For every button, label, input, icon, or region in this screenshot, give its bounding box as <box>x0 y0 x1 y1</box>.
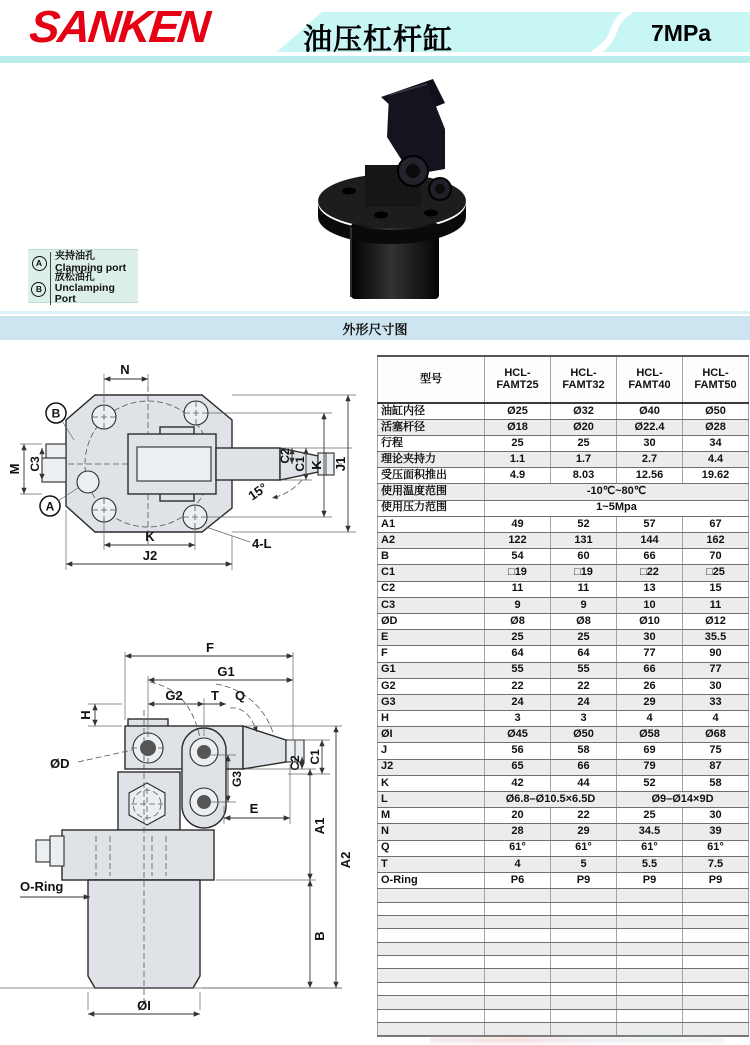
row-label: 活塞杆径 <box>378 419 485 435</box>
row-value: 13 <box>617 581 683 597</box>
row-value: Ø28 <box>683 419 749 435</box>
dim-t: T <box>211 688 219 703</box>
port-a-callout: A <box>45 499 55 514</box>
dim-a1: A1 <box>312 817 327 835</box>
dim-b: B <box>312 931 327 941</box>
dim-g2: G2 <box>165 688 183 703</box>
row-label: ØD <box>378 613 485 629</box>
row-value: 1.1 <box>485 452 551 468</box>
row-value: 66 <box>617 549 683 565</box>
row-label: N <box>378 824 485 840</box>
empty-row <box>378 969 749 982</box>
row-label: 受压面积推出 <box>378 468 485 484</box>
row-value: 35.5 <box>683 630 749 646</box>
pressure-rating: 7MPa <box>651 20 712 46</box>
unclamping-port-row <box>28 271 138 306</box>
row-value: P9 <box>551 872 617 888</box>
row-value: 58 <box>551 743 617 759</box>
row-value: 65 <box>485 759 551 775</box>
row-value: 22 <box>551 678 617 694</box>
header-stripe <box>0 56 750 63</box>
row-label: A2 <box>378 533 485 549</box>
section-title-bar <box>0 316 750 340</box>
row-value: Ø45 <box>485 727 551 743</box>
row-label: J <box>378 743 485 759</box>
section-title: 外形尺寸图 <box>342 321 408 337</box>
empty-row <box>378 902 749 915</box>
row-value: 25 <box>551 630 617 646</box>
empty-row <box>378 996 749 1009</box>
dim-c3: C3 <box>28 456 42 472</box>
empty-row <box>378 956 749 969</box>
table-row <box>378 856 749 872</box>
row-value: 3 <box>485 711 551 727</box>
row-value: 25 <box>485 435 551 451</box>
empty-row <box>378 942 749 955</box>
row-value: 29 <box>551 824 617 840</box>
table-row <box>378 792 749 808</box>
empty-row <box>378 915 749 928</box>
port-b-label-cn: 放松油孔 <box>54 271 95 283</box>
section-divider <box>0 311 750 314</box>
row-label: 理论夹持力 <box>378 452 485 468</box>
row-value: 25 <box>485 630 551 646</box>
row-value: Ø18 <box>485 419 551 435</box>
model-col-2: HCL- FAMT32 <box>551 356 617 403</box>
dim-c1: C1 <box>308 749 322 765</box>
row-value: 57 <box>617 516 683 532</box>
row-value: 39 <box>683 824 749 840</box>
row-value: 60 <box>551 549 617 565</box>
row-value: 162 <box>683 533 749 549</box>
row-label: G1 <box>378 662 485 678</box>
row-value: Ø12 <box>683 613 749 629</box>
row-value: Ø8 <box>551 613 617 629</box>
row-label: O-Ring <box>378 872 485 888</box>
dim-j1: J1 <box>333 456 348 472</box>
row-label: 使用温度范围 <box>378 484 485 500</box>
row-value: 30 <box>683 808 749 824</box>
row-value: 61° <box>485 840 551 856</box>
row-label: A1 <box>378 516 485 532</box>
dim-k-right: K <box>309 460 324 470</box>
row-value: 11 <box>551 581 617 597</box>
row-value: 5 <box>551 856 617 872</box>
row-value: 66 <box>617 662 683 678</box>
dim-m: M <box>7 463 22 475</box>
dim-oring: O-Ring <box>20 879 64 894</box>
model-col-3: HCL- FAMT40 <box>617 356 683 403</box>
row-value: 55 <box>485 662 551 678</box>
row-value: Ø8 <box>485 613 551 629</box>
row-label: C3 <box>378 597 485 613</box>
row-value: 25 <box>551 435 617 451</box>
brand-logo: SANKEN <box>27 1 211 52</box>
row-value: 8.03 <box>551 468 617 484</box>
row-value-span2: Ø6.8–Ø10.5×6.5D <box>485 792 617 808</box>
port-b-icon: B <box>31 282 46 297</box>
row-label: B <box>378 549 485 565</box>
row-value: 52 <box>551 516 617 532</box>
row-value: Ø68 <box>683 727 749 743</box>
header-curve-divider <box>585 12 637 52</box>
row-value: Ø40 <box>617 403 683 419</box>
row-label: K <box>378 775 485 791</box>
row-value: 4.9 <box>485 468 551 484</box>
page-title: 油压杠杆缸 <box>303 24 454 56</box>
dim-k-bottom: K <box>145 529 155 544</box>
dim-j2: J2 <box>142 548 158 563</box>
row-value: 30 <box>617 435 683 451</box>
port-b-label-en: Unclamping Port <box>54 282 115 306</box>
row-value: 54 <box>485 549 551 565</box>
row-value: 5.5 <box>617 856 683 872</box>
table-row <box>378 775 749 791</box>
table-row <box>378 419 749 435</box>
dim-a2: A2 <box>338 851 353 869</box>
row-value: 64 <box>485 646 551 662</box>
row-value: 19.62 <box>683 468 749 484</box>
row-value: 22 <box>551 808 617 824</box>
dim-g1: G1 <box>217 664 235 679</box>
row-label: M <box>378 808 485 824</box>
table-row <box>378 662 749 678</box>
row-value: 49 <box>485 516 551 532</box>
row-value: 131 <box>551 533 617 549</box>
table-row <box>378 516 749 532</box>
row-label: T <box>378 856 485 872</box>
row-value: 52 <box>617 775 683 791</box>
dim-g3: G3 <box>230 770 244 788</box>
dim-c2-right: C2 <box>278 448 292 464</box>
empty-row <box>378 929 749 942</box>
table-row <box>378 484 749 500</box>
model-col-4: HCL- FAMT50 <box>683 356 749 403</box>
dim-f: F <box>206 640 214 655</box>
port-legend <box>28 249 138 306</box>
row-value: 4.4 <box>683 452 749 468</box>
row-value: 10 <box>617 597 683 613</box>
row-value: 4 <box>617 711 683 727</box>
table-row <box>378 711 749 727</box>
row-value: 122 <box>485 533 551 549</box>
dim-e: E <box>249 801 259 816</box>
row-value: Ø50 <box>551 727 617 743</box>
row-value: 77 <box>617 646 683 662</box>
row-value: 7.5 <box>683 856 749 872</box>
row-label: C2 <box>378 581 485 597</box>
row-value: 61° <box>617 840 683 856</box>
row-value: 24 <box>551 694 617 710</box>
table-row <box>378 500 749 516</box>
dim-oi: ØI <box>137 998 151 1013</box>
row-value: 15 <box>683 581 749 597</box>
table-row <box>378 743 749 759</box>
row-value: 9 <box>551 597 617 613</box>
table-row <box>378 694 749 710</box>
empty-row <box>378 889 749 902</box>
row-value: Ø20 <box>551 419 617 435</box>
table-row <box>378 840 749 856</box>
row-value: 4 <box>683 711 749 727</box>
row-value: Ø50 <box>683 403 749 419</box>
row-value: 67 <box>683 516 749 532</box>
port-a-icon: A <box>32 256 47 271</box>
row-value: 12.56 <box>617 468 683 484</box>
side-view-diagram <box>0 640 375 1032</box>
row-value: □25 <box>683 565 749 581</box>
table-row <box>378 824 749 840</box>
row-value-span: 1~5Mpa <box>485 500 749 516</box>
row-value: 22 <box>485 678 551 694</box>
row-value: 1.7 <box>551 452 617 468</box>
row-value: 55 <box>551 662 617 678</box>
row-label: Q <box>378 840 485 856</box>
row-value: 42 <box>485 775 551 791</box>
row-value: 30 <box>683 678 749 694</box>
row-value: Ø10 <box>617 613 683 629</box>
spec-table-body <box>378 403 749 1036</box>
table-row <box>378 727 749 743</box>
row-value: 2.7 <box>617 452 683 468</box>
row-value: 77 <box>683 662 749 678</box>
row-value: 9 <box>485 597 551 613</box>
dim-q: Q <box>234 688 246 703</box>
row-label: 油缸内径 <box>378 403 485 419</box>
row-value: 56 <box>485 743 551 759</box>
table-row <box>378 630 749 646</box>
row-value: 144 <box>617 533 683 549</box>
page-header <box>0 0 750 63</box>
table-row <box>378 565 749 581</box>
table-row <box>378 808 749 824</box>
row-value: 20 <box>485 808 551 824</box>
row-value: 44 <box>551 775 617 791</box>
row-value-span2: Ø9–Ø14×9D <box>617 792 749 808</box>
row-label: G3 <box>378 694 485 710</box>
table-row <box>378 549 749 565</box>
clamp-cylinder-shape <box>318 79 466 299</box>
row-value: 4 <box>485 856 551 872</box>
spec-table <box>377 355 749 1037</box>
row-value: 69 <box>617 743 683 759</box>
row-value: 79 <box>617 759 683 775</box>
row-value: 26 <box>617 678 683 694</box>
table-row <box>378 613 749 629</box>
row-label: H <box>378 711 485 727</box>
port-a-label-cn: 夹持油孔 <box>55 251 95 263</box>
row-value-span: -10℃~80℃ <box>485 484 749 500</box>
empty-row <box>378 982 749 995</box>
row-label: C1 <box>378 565 485 581</box>
row-value: 34 <box>683 435 749 451</box>
row-value: 11 <box>485 581 551 597</box>
row-value: Ø58 <box>617 727 683 743</box>
dim-c1-right: C1 <box>293 456 307 472</box>
row-value: 64 <box>551 646 617 662</box>
table-row <box>378 452 749 468</box>
top-view-diagram <box>0 360 375 572</box>
table-row <box>378 646 749 662</box>
dim-od: ØD <box>50 756 70 771</box>
table-row <box>378 759 749 775</box>
row-value: 25 <box>617 808 683 824</box>
table-row <box>378 435 749 451</box>
row-value: 90 <box>683 646 749 662</box>
row-value: P9 <box>683 872 749 888</box>
table-row <box>378 403 749 419</box>
row-value: Ø32 <box>551 403 617 419</box>
table-row <box>378 533 749 549</box>
row-label: 行程 <box>378 435 485 451</box>
row-value: 29 <box>617 694 683 710</box>
row-value: 61° <box>683 840 749 856</box>
port-a-label-en: Clamping port <box>55 261 127 274</box>
table-header-row <box>378 356 749 403</box>
row-value: 24 <box>485 694 551 710</box>
row-value: 58 <box>683 775 749 791</box>
product-photo <box>293 75 473 310</box>
dim-4l: 4-L <box>252 536 272 551</box>
row-value: Ø22.4 <box>617 419 683 435</box>
row-label: L <box>378 792 485 808</box>
row-value: 70 <box>683 549 749 565</box>
model-header-cell: 型号 <box>378 356 485 403</box>
row-value: 28 <box>485 824 551 840</box>
table-row <box>378 468 749 484</box>
row-value: 34.5 <box>617 824 683 840</box>
row-value: □19 <box>485 565 551 581</box>
row-value: 61° <box>551 840 617 856</box>
row-value: 3 <box>551 711 617 727</box>
table-row <box>378 678 749 694</box>
table-row <box>378 597 749 613</box>
row-label: G2 <box>378 678 485 694</box>
row-label: J2 <box>378 759 485 775</box>
row-value: 87 <box>683 759 749 775</box>
dim-n: N <box>120 362 130 377</box>
row-label: 使用压力范围 <box>378 500 485 516</box>
row-value: 66 <box>551 759 617 775</box>
row-label: ØI <box>378 727 485 743</box>
empty-row <box>378 1009 749 1022</box>
row-value: 33 <box>683 694 749 710</box>
row-value: Ø25 <box>485 403 551 419</box>
cutoff-watermark <box>430 1037 725 1043</box>
port-b-callout: B <box>51 406 61 421</box>
model-col-1: HCL- FAMT25 <box>485 356 551 403</box>
table-row <box>378 872 749 888</box>
row-value: P6 <box>485 872 551 888</box>
row-value: 30 <box>617 630 683 646</box>
row-value: 11 <box>683 597 749 613</box>
dim-c2: C2 <box>288 755 302 771</box>
row-label: E <box>378 630 485 646</box>
row-value: 75 <box>683 743 749 759</box>
row-label: F <box>378 646 485 662</box>
dim-angle: 15° <box>245 479 271 504</box>
row-value: P9 <box>617 872 683 888</box>
row-value: □22 <box>617 565 683 581</box>
empty-row <box>378 1023 749 1036</box>
table-row <box>378 581 749 597</box>
dim-h: H <box>78 710 93 720</box>
row-value: □19 <box>551 565 617 581</box>
